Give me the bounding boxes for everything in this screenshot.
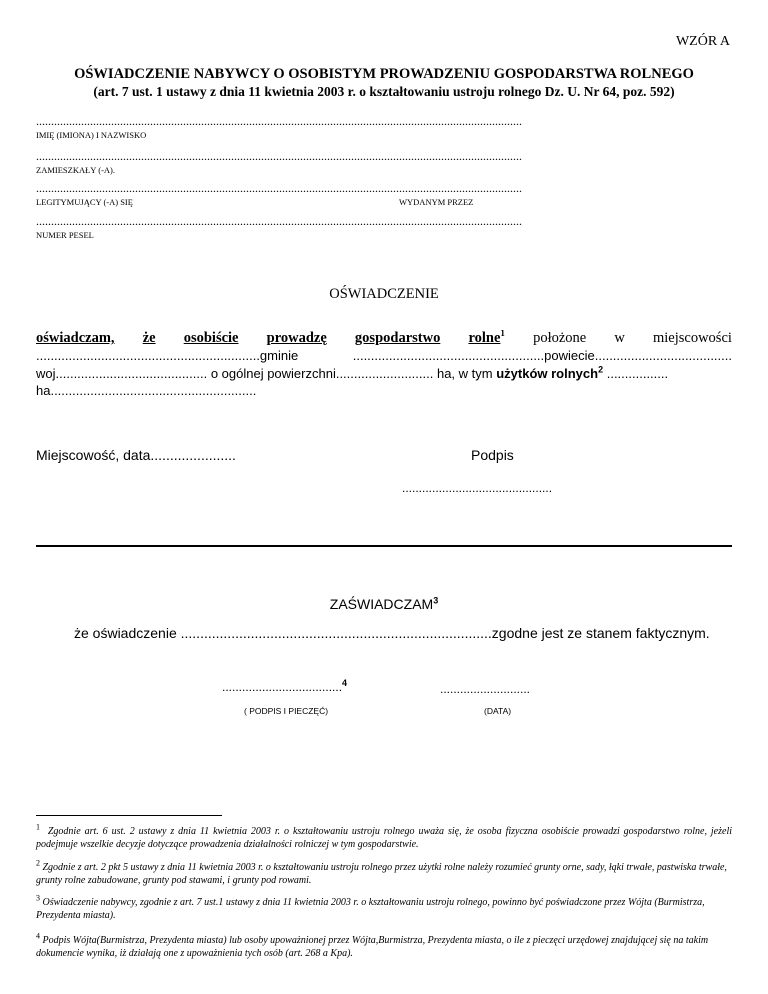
agricultural-land-term: użytków rolnych bbox=[496, 366, 599, 381]
declaration-word: prowadzę bbox=[266, 330, 327, 346]
district-field[interactable]: .....................................................powiecie...................................... bbox=[352, 348, 732, 363]
declaration-word: że bbox=[142, 330, 156, 346]
hectares-field[interactable]: ha......................................................... bbox=[36, 383, 257, 398]
footnote-4 bbox=[36, 931, 732, 960]
locality-commune-field[interactable]: ..............................................................gminie bbox=[36, 348, 299, 363]
name-label: IMIĘ (IMIONA) I NAZWISKO bbox=[36, 130, 147, 140]
date-label: (DATA) bbox=[484, 706, 512, 716]
declaration-word: w bbox=[614, 330, 625, 346]
footnote-2 bbox=[36, 858, 732, 887]
footnote-ref-3: 3 bbox=[433, 595, 439, 606]
agricultural-land-field[interactable]: ................. bbox=[606, 366, 669, 381]
declaration-heading: OŚWIADCZENIE bbox=[329, 286, 439, 302]
footnote-3 bbox=[36, 893, 732, 922]
footnote-text: Podpis Wójta(Burmistrza, Prezydenta miasta) lub osoby upoważnionej przez Wójta,Burmistrza, Prezydenta miasta, o ile z pieczęci urzędowej znajdującej się na takim dokumencie wynika, iż działają one z upoważnienia tych osób (art. 268 a Kpa). bbox=[36, 935, 709, 959]
voivodeship-area-field[interactable]: woj.......................................... o ogólnej powierzchni........................... ha, w tym bbox=[36, 366, 493, 381]
issued-by-label: WYDANYM PRZEZ bbox=[399, 197, 474, 207]
declaration-word: rolne bbox=[468, 330, 501, 346]
footnote-ref-4: 4 bbox=[342, 678, 348, 688]
pesel-field[interactable]: .................................................................................................................................................................. bbox=[36, 214, 522, 228]
declaration-line-3 bbox=[36, 365, 732, 382]
declaration-word-with-ref bbox=[468, 330, 504, 347]
official-signature-field[interactable] bbox=[222, 680, 347, 694]
footnote-number: 4 bbox=[36, 931, 40, 941]
certification-line bbox=[74, 625, 710, 641]
form-template-label: WZÓR A bbox=[675, 34, 730, 49]
name-field[interactable]: .................................................................................................................................................................. bbox=[36, 114, 522, 128]
footnote-number: 2 bbox=[36, 858, 40, 868]
signature-stamp-label: ( PODPIS I PIECZĘĆ) bbox=[244, 706, 329, 716]
declaration-line-1 bbox=[36, 330, 732, 347]
certification-date-field[interactable]: ........................... bbox=[440, 682, 531, 696]
residence-field[interactable]: .................................................................................................................................................................. bbox=[36, 149, 522, 163]
page-subtitle: (art. 7 ust. 1 ustawy z dnia 11 kwietnia 2003 r. o kształtowaniu ustroju rolnego Dz. U. Nr 64, poz. 592) bbox=[93, 84, 675, 99]
declaration-word: gospodarstwo bbox=[354, 330, 441, 346]
certification-heading bbox=[0, 596, 768, 612]
pesel-label: NUMER PESEL bbox=[36, 230, 94, 240]
footnote-number: 3 bbox=[36, 893, 40, 903]
footnote-text: Zgodnie art. 6 ust. 2 ustawy z dnia 11 kwietnia 2003 r. o kształtowaniu ustroju rolnego uważa się, że osoba fizyczna osobiście prowadzi gospodarstwo rolne, jeżeli podejmuje wszelkie decyzje dotyczące prowadzenia działalności rolniczej w tym gospodarstwie. bbox=[36, 826, 733, 850]
footnote-text: Oświadczenie nabywcy, zgodnie z art. 7 ust.1 ustawy z dnia 11 kwietnia 2003 r. o kształtowaniu ustroju rolnego, powinno być poświadczone przez Wójta (Burmistrza, Prezydenta miasta). bbox=[36, 897, 705, 921]
place-date-field[interactable]: Miejscowość, data...................... bbox=[36, 447, 236, 463]
declaration-word: oświadczam, bbox=[36, 330, 115, 346]
section-divider bbox=[36, 545, 732, 547]
signature-field[interactable]: ............................................. bbox=[402, 481, 553, 495]
signature-label: Podpis bbox=[471, 447, 514, 463]
id-label: LEGITYMUJĄCY (-A) SIĘ bbox=[36, 197, 133, 207]
declaration-word: miejscowości bbox=[652, 330, 732, 346]
certification-text-end: zgodne jest ze stanem faktycznym. bbox=[491, 625, 710, 641]
certification-field[interactable]: ................................................................................ bbox=[180, 625, 492, 641]
footnote-1 bbox=[36, 822, 733, 851]
footnote-ref-2: 2 bbox=[598, 365, 604, 375]
footnote-number: 1 bbox=[36, 822, 40, 832]
footnote-separator bbox=[36, 815, 222, 816]
declaration-line-2 bbox=[36, 347, 732, 364]
official-signature-dots[interactable]: .................................... bbox=[222, 680, 343, 694]
page-title: OŚWIADCZENIE NABYWCY O OSOBISTYM PROWADZENIU GOSPODARSTWA ROLNEGO bbox=[74, 66, 694, 82]
certification-heading-text: ZAŚWIADCZAM bbox=[329, 596, 434, 612]
id-field[interactable]: .................................................................................................................................................................. bbox=[36, 181, 522, 195]
residence-label: ZAMIESZKAŁY (-A). bbox=[36, 165, 116, 175]
certification-text-start: że oświadczenie bbox=[74, 625, 177, 641]
declaration-word: położone bbox=[533, 330, 587, 346]
footnote-ref-1: 1 bbox=[500, 330, 505, 339]
footnote-text: Zgodnie z art. 2 pkt 5 ustawy z dnia 11 kwietnia 2003 r. o kształtowaniu ustroju rolnego przez użytki rolne należy rozumieć grunty orne, sady, łąki trwałe, pastwiska trwałe, grunty rolne zabudowane, grunty pod stawami, i grunty pod rowami. bbox=[36, 862, 727, 886]
declaration-word: osobiście bbox=[183, 330, 239, 346]
